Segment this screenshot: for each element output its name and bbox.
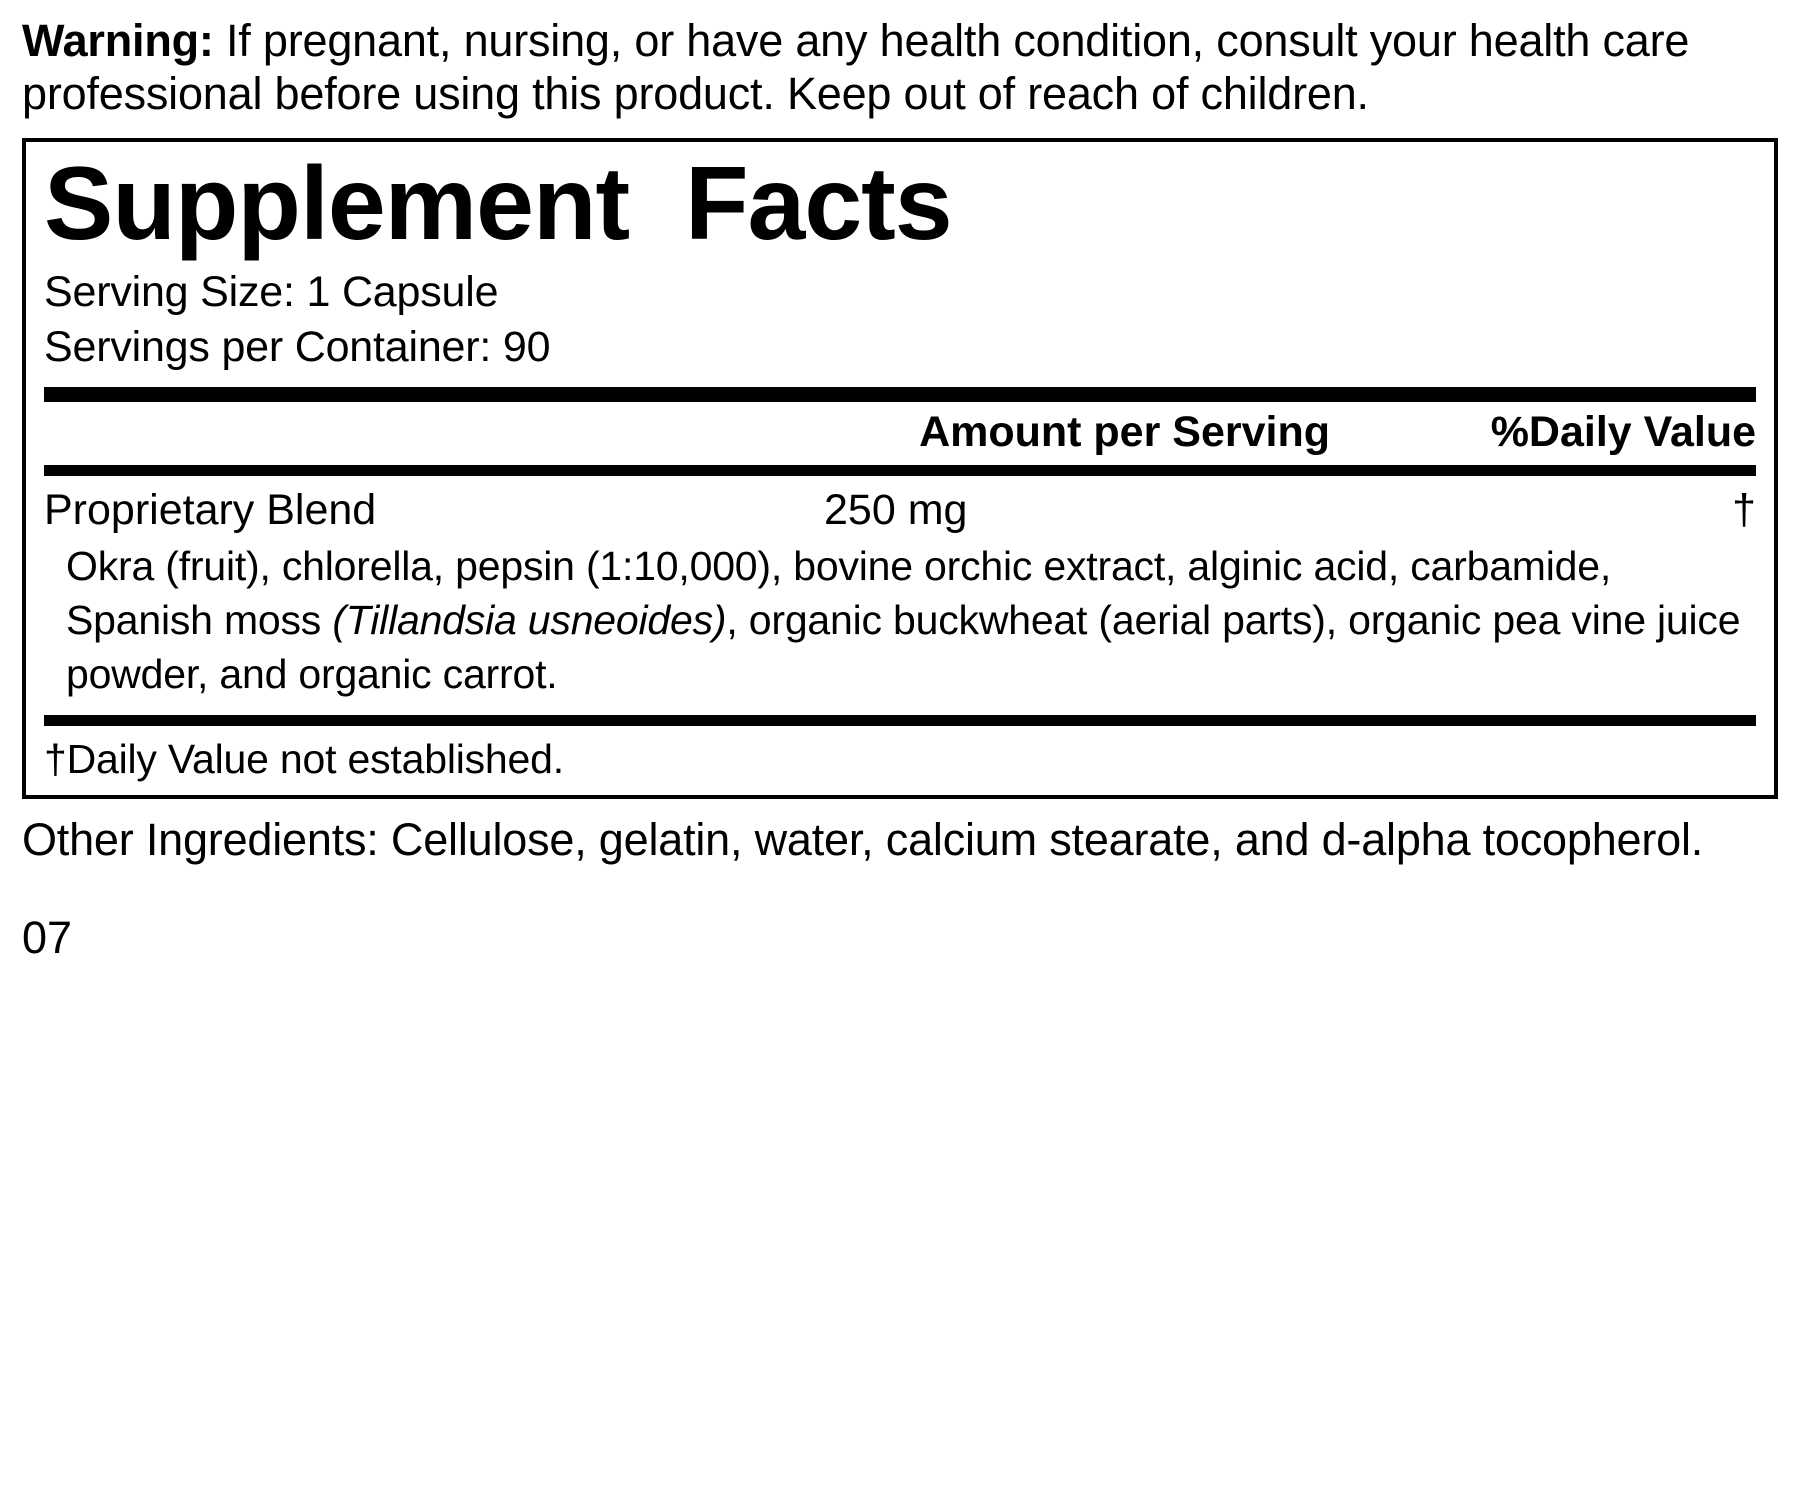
table-header-row: [44, 402, 1756, 465]
serving-size: Serving Size: 1 Capsule: [44, 267, 499, 316]
supplement-label-page: [0, 14, 1800, 1500]
label-code: 07: [22, 911, 73, 963]
divider-thick-top: [44, 387, 1756, 402]
table-row: [44, 476, 1756, 535]
divider-med-header: [44, 465, 1756, 476]
warning-label: Warning:: [22, 15, 214, 66]
blend-ingredients-italic: (Tillandsia usneoides): [332, 596, 727, 643]
supplement-facts-panel: [22, 138, 1778, 799]
blend-ingredients-prefix: Okra (fruit), chlorella, pepsin (1:10,000), bovine orchic extract, alginic acid, carbamide, Spanish moss: [66, 542, 1612, 643]
divider-med-bottom: [44, 715, 1756, 726]
column-header-amount: Amount per Serving: [919, 407, 1330, 456]
warning-paragraph: [22, 14, 1778, 120]
column-header-daily-value: %Daily Value: [1490, 407, 1756, 456]
nutrient-name: Proprietary Blend: [44, 485, 377, 534]
supplement-facts-title: Supplement Facts: [44, 146, 952, 263]
blend-ingredients: [44, 535, 1756, 701]
nutrient-daily-value: †: [1732, 485, 1756, 534]
daily-value-footnote: †Daily Value not established.: [44, 735, 564, 782]
warning-text: If pregnant, nursing, or have any health condition, consult your health care professional before using this product. Keep out of reach of children.: [22, 15, 1690, 120]
servings-per-container: Servings per Container: 90: [44, 322, 551, 371]
nutrient-amount: 250 mg: [824, 485, 968, 534]
other-ingredients: Other Ingredients: Cellulose, gelatin, water, calcium stearate, and d-alpha tocopherol.: [22, 813, 1704, 865]
blend-ingredients-suffix: , organic buckwheat (aerial parts), organic pea vine juice powder, and organic carrot.: [66, 596, 1741, 697]
